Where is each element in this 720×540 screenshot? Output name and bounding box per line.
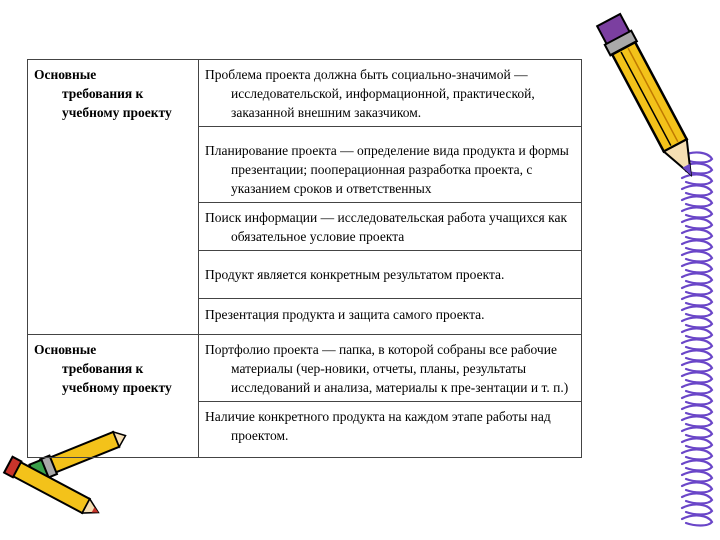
section-label xyxy=(28,60,199,335)
requirement-text: Презентация продукта и защита самого проекта. xyxy=(205,307,485,322)
label-line: требования к xyxy=(62,361,144,376)
label-line: учебному проекту xyxy=(62,380,172,395)
requirement-text: Планирование проекта — определение вида продукта и формы презентации; пооперационная разработка проекта, с указанием сроков и ответственных xyxy=(205,143,569,196)
section-label xyxy=(28,335,199,458)
label-line: Основные xyxy=(34,67,97,82)
requirement-item xyxy=(199,60,582,127)
requirements-table xyxy=(27,59,582,458)
spiral-binding-decoration xyxy=(678,150,718,530)
requirement-item xyxy=(199,402,582,458)
label-line: учебному проекту xyxy=(62,105,172,120)
pencil-clipart-icon xyxy=(590,0,710,200)
requirement-item xyxy=(199,299,582,335)
table-row xyxy=(28,60,582,127)
table-row xyxy=(28,335,582,402)
requirement-item xyxy=(199,335,582,402)
requirement-item xyxy=(199,127,582,203)
requirement-item xyxy=(199,251,582,299)
requirement-text: Проблема проекта должна быть социально-значимой — исследовательской, информационной, практической, заказанной внешним заказчиком. xyxy=(205,67,535,120)
requirement-text: Продукт является конкретным результатом проекта. xyxy=(205,267,505,282)
requirement-text: Поиск информации — исследовательская работа учащихся как обязательное условие проекта xyxy=(205,210,568,244)
requirement-item xyxy=(199,203,582,251)
label-line: Основные xyxy=(34,342,97,357)
requirement-text: Портфолио проекта — папка, в которой собраны все рабочие материалы (чер-новики, отчеты, планы, результаты исследований и анализа, материалы к пре-зентации и т. п.) xyxy=(205,342,569,395)
requirement-text: Наличие конкретного продукта на каждом этапе работы над проектом. xyxy=(205,409,551,443)
label-line: требования к xyxy=(62,86,144,101)
